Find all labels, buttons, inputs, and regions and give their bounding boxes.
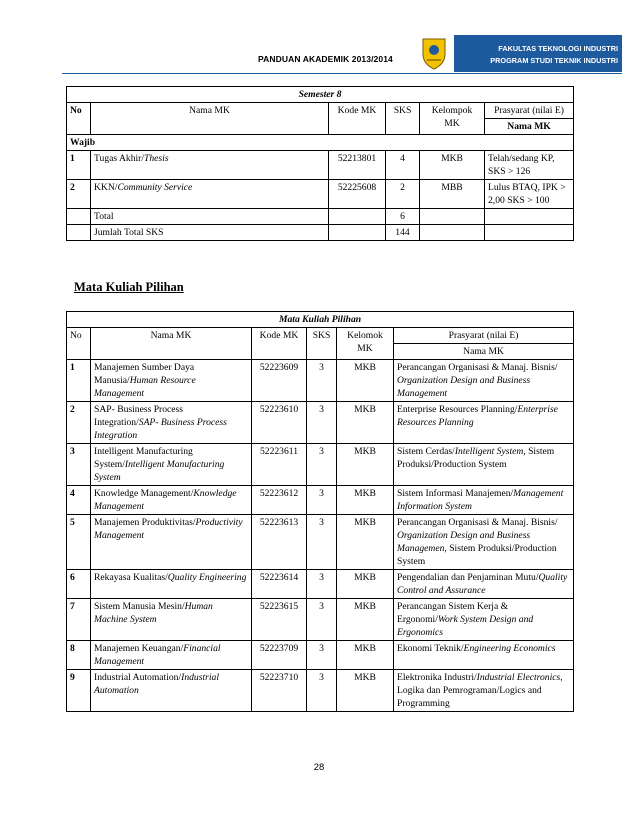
grand-total-row: Jumlah Total SKS 144 — [67, 225, 574, 241]
header-sks: SKS — [386, 103, 420, 135]
table-row: 5 Manajemen Produktivitas/Productivity Management 52223613 3 MKB Perancangan Organisasi & Manaj. Bisnis/ Organization Design and Business Managemen, Sistem Produksi/Production System — [67, 515, 574, 570]
header-prasyarat: Prasyarat (nilai E) — [485, 103, 574, 119]
header-kode-mk: Kode MK — [329, 103, 386, 135]
group-label: Wajib — [67, 135, 574, 151]
header-nama-mk: Nama MK — [91, 328, 252, 360]
faculty-name: FAKULTAS TEKNOLOGI INDUSTRI — [498, 44, 618, 53]
header-no: No — [67, 328, 91, 360]
header-sks: SKS — [307, 328, 337, 360]
semester-8-table — [66, 86, 574, 241]
header-kelompok: Kelompok MK — [420, 103, 485, 135]
table-row: 4 Knowledge Management/Knowledge Management 52223612 3 MKB Sistem Informasi Manajemen/Management Information System — [67, 486, 574, 515]
table-row: 2 KKN/Community Service 52225608 2 MBB Lulus BTAQ, IPK > 2,00 SKS > 100 — [67, 180, 574, 209]
header-divider — [62, 73, 622, 74]
header-prasyarat: Prasyarat (nilai E) — [394, 328, 574, 344]
document-title: PANDUAN AKADEMIK 2013/2014 — [258, 54, 393, 64]
header-no: No — [67, 103, 91, 135]
table-row: 6 Rekayasa Kualitas/Quality Engineering 52223614 3 MKB Pengendalian dan Penjaminan Mutu/Quality Control and Assurance — [67, 570, 574, 599]
faculty-banner — [454, 35, 622, 72]
table-caption: Mata Kuliah Pilihan — [67, 312, 574, 328]
table-row: 1 Manajemen Sumber Daya Manusia/Human Resource Management 52223609 3 MKB Perancangan Organisasi & Manaj. Bisnis/ Organization Design and Business Management — [67, 360, 574, 402]
elective-courses-table — [66, 311, 574, 712]
total-row: Total 6 — [67, 209, 574, 225]
header-kode-mk: Kode MK — [252, 328, 307, 360]
header-kelompok: Kelomok MK — [337, 328, 394, 360]
university-shield-logo — [421, 36, 447, 70]
table-row: 9 Industrial Automation/Industrial Automation 52223710 3 MKB Elektronika Industri/Industrial Electronics, Logika dan Pemrograman/Logics and Programming — [67, 670, 574, 712]
table-row: 8 Manajemen Keuangan/Financial Management 52223709 3 MKB Ekonomi Teknik/Engineering Economics — [67, 641, 574, 670]
table-row: 1 Tugas Akhir/Thesis 52213801 4 MKB Telah/sedang KP, SKS > 126 — [67, 151, 574, 180]
table-row: 2 SAP- Business Process Integration/SAP- Business Process Integration 52223610 3 MKB Enterprise Resources Planning/Enterprise Resources Planning — [67, 402, 574, 444]
page-number: 28 — [313, 762, 325, 773]
table-caption: Semester 8 — [67, 87, 574, 103]
header-prasyarat-sub: Nama MK — [394, 344, 574, 360]
section-title: Mata Kuliah Pilihan — [74, 280, 184, 294]
program-name: PROGRAM STUDI TEKNIK INDUSTRI — [490, 56, 618, 65]
header-prasyarat-sub: Nama MK — [485, 119, 574, 135]
header-nama-mk: Nama MK — [91, 103, 329, 135]
table-row: 3 Intelligent Manufacturing System/Intelligent Manufacturing System 52223611 3 MKB Sistem Cerdas/Intelligent System, Sistem Produksi/Production System — [67, 444, 574, 486]
table-row: 7 Sistem Manusia Mesin/Human Machine System 52223615 3 MKB Perancangan Sistem Kerja & Ergonomi/Work System Design and Ergonomics — [67, 599, 574, 641]
